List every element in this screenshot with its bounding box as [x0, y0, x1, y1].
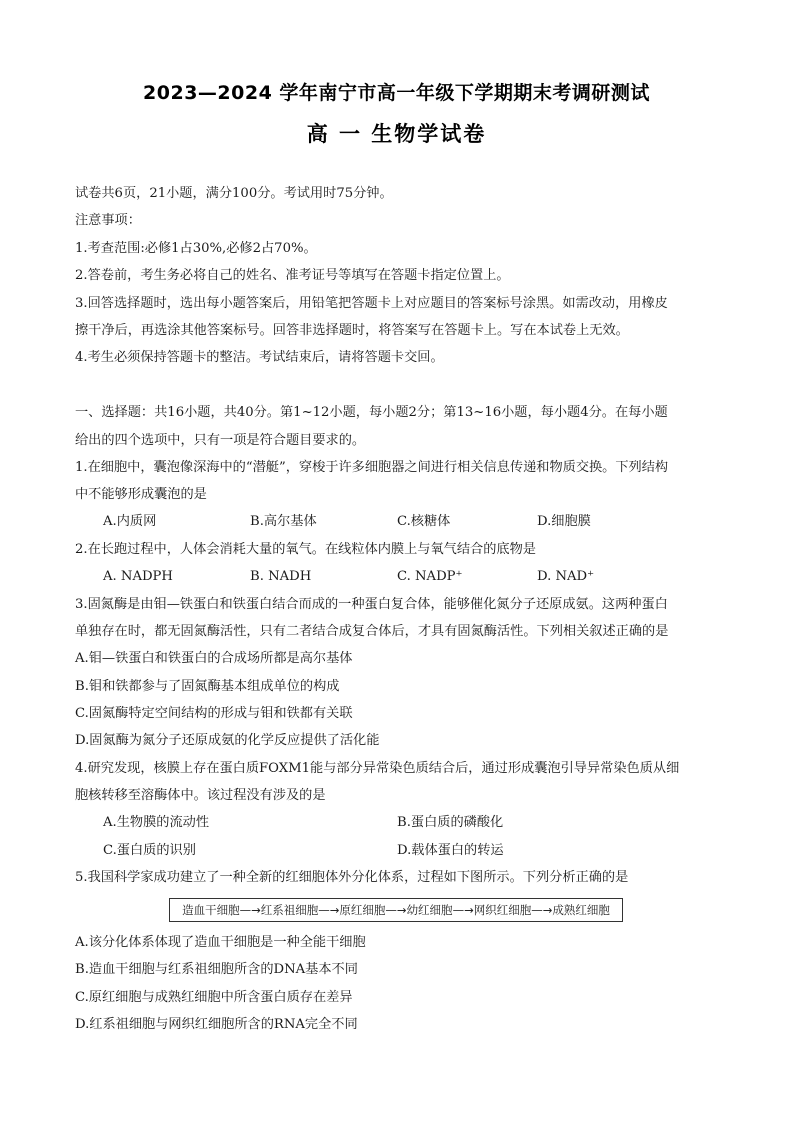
exam-info: 试卷共6页，21小题，满分100分。考试用时75分钟。 [75, 186, 393, 201]
q4-stem-line2: 胞核转移至溶酶体中。该过程没有涉及的是 [75, 788, 326, 803]
q3-stem-line1: 3.固氮酶是由钼—铁蛋白和铁蛋白结合而成的一种蛋白复合体，能够催化氮分子还原成氨。这两种蛋白 [75, 597, 668, 612]
q2-stem: 2.在长跑过程中，人体会消耗大量的氧气。在线粒体内膜上与氧气结合的底物是 [75, 542, 536, 557]
flow-step-mature-erythrocyte: 成熟红细胞 [552, 903, 610, 917]
exam-title: 2023—2024 学年南宁市高一年级下学期期末考调研测试 [143, 82, 650, 104]
section-1-instructions-line1: 一、选择题：共16小题，共40分。第1~12小题，每小题2分；第13~16小题，每小题4分。在每小题 [75, 405, 668, 420]
notice-heading: 注意事项： [75, 213, 141, 228]
q5-option-a: A.该分化体系体现了造血干细胞是一种全能干细胞 [75, 935, 366, 950]
arrow-icon: —→ [318, 903, 340, 917]
q3-option-c: C.固氮酶特定空间结构的形成与钼和铁都有关联 [75, 706, 353, 721]
flow-step-proerythroblast: 原红细胞 [339, 903, 386, 917]
q5-option-d: D.红系祖细胞与网织红细胞所含的RNA完全不同 [75, 1017, 358, 1032]
q1-option-b: B.高尔基体 [250, 514, 317, 529]
q5-differentiation-flowchart [169, 898, 623, 922]
q1-option-c: C.核糖体 [397, 514, 451, 529]
q1-stem-line2: 中不能够形成囊泡的是 [75, 487, 207, 502]
q1-option-a: A.内质网 [103, 514, 157, 529]
section-1-instructions-line2: 给出的四个选项中，只有一项是符合题目要求的。 [75, 433, 366, 448]
notice-1: 1.考查范围:必修1占30%,必修2占70%。 [75, 241, 317, 256]
flow-step-reticulocyte: 网织红细胞 [473, 903, 532, 917]
notice-3-line2: 擦干净后，再选涂其他答案标号。回答非选择题时，将答案写在答题卡上。写在本试卷上无效。 [75, 323, 629, 338]
q3-option-d: D.固氮酶为氮分子还原成氨的化学反应提供了活化能 [75, 733, 380, 748]
q5-stem: 5.我国科学家成功建立了一种全新的红细胞体外分化体系，过程如下图所示。下列分析正确的是 [75, 870, 629, 885]
q2-option-a: A. NADPH [103, 569, 173, 584]
flow-step-hematopoietic-stem-cell: 造血干细胞 [182, 903, 240, 917]
q4-option-c: C.蛋白质的识别 [103, 843, 196, 858]
q5-option-b: B.造血干细胞与红系祖细胞所含的DNA基本不同 [75, 962, 358, 977]
q4-option-a: A.生物膜的流动性 [103, 815, 210, 830]
notice-4: 4.考生必须保持答题卡的整洁。考试结束后，请将答题卡交回。 [75, 350, 444, 365]
q4-option-b: B.蛋白质的磷酸化 [397, 815, 504, 830]
exam-subtitle: 高 一 生物学试卷 [306, 122, 487, 146]
q3-option-b: B.钼和铁都参与了固氮酶基本组成单位的构成 [75, 679, 340, 694]
arrow-icon: —→ [452, 903, 474, 917]
arrow-icon: —→ [385, 903, 407, 917]
notice-2: 2.答卷前，考生务必将自己的姓名、准考证号等填写在答题卡指定位置上。 [75, 268, 510, 283]
q2-option-b: B. NADH [250, 569, 312, 584]
q1-option-d: D.细胞膜 [537, 514, 591, 529]
q5-option-c: C.原红细胞与成熟红细胞中所含蛋白质存在差异 [75, 990, 353, 1005]
q3-option-a: A.钼—铁蛋白和铁蛋白的合成场所都是高尔基体 [75, 651, 353, 666]
notice-3-line1: 3.回答选择题时，选出每小题答案后，用铅笔把答题卡上对应题目的答案标号涂黑。如需改动，用橡皮 [75, 296, 668, 311]
arrow-icon: —→ [531, 903, 553, 917]
arrow-icon: —→ [239, 903, 261, 917]
q4-stem-line1: 4.研究发现，核膜上存在蛋白质FOXM1能与部分异常染色质结合后，通过形成囊泡引导异常染色质从细 [75, 761, 680, 776]
flow-step-erythroblast: 幼红细胞 [406, 903, 453, 917]
q2-option-d: D. NAD⁺ [537, 569, 595, 584]
q2-option-c: C. NADP⁺ [397, 569, 463, 584]
q1-stem-line1: 1.在细胞中，囊泡像深海中的“潜艇”，穿梭于许多细胞器之间进行相关信息传递和物质交换。下列结构 [75, 460, 669, 475]
flow-step-erythroid-progenitor: 红系祖细胞 [260, 903, 319, 917]
q4-option-d: D.载体蛋白的转运 [397, 843, 504, 858]
q3-stem-line2: 单独存在时，都无固氮酶活性，只有二者结合成复合体后，才具有固氮酶活性。下列相关叙述正确的是 [75, 624, 669, 639]
